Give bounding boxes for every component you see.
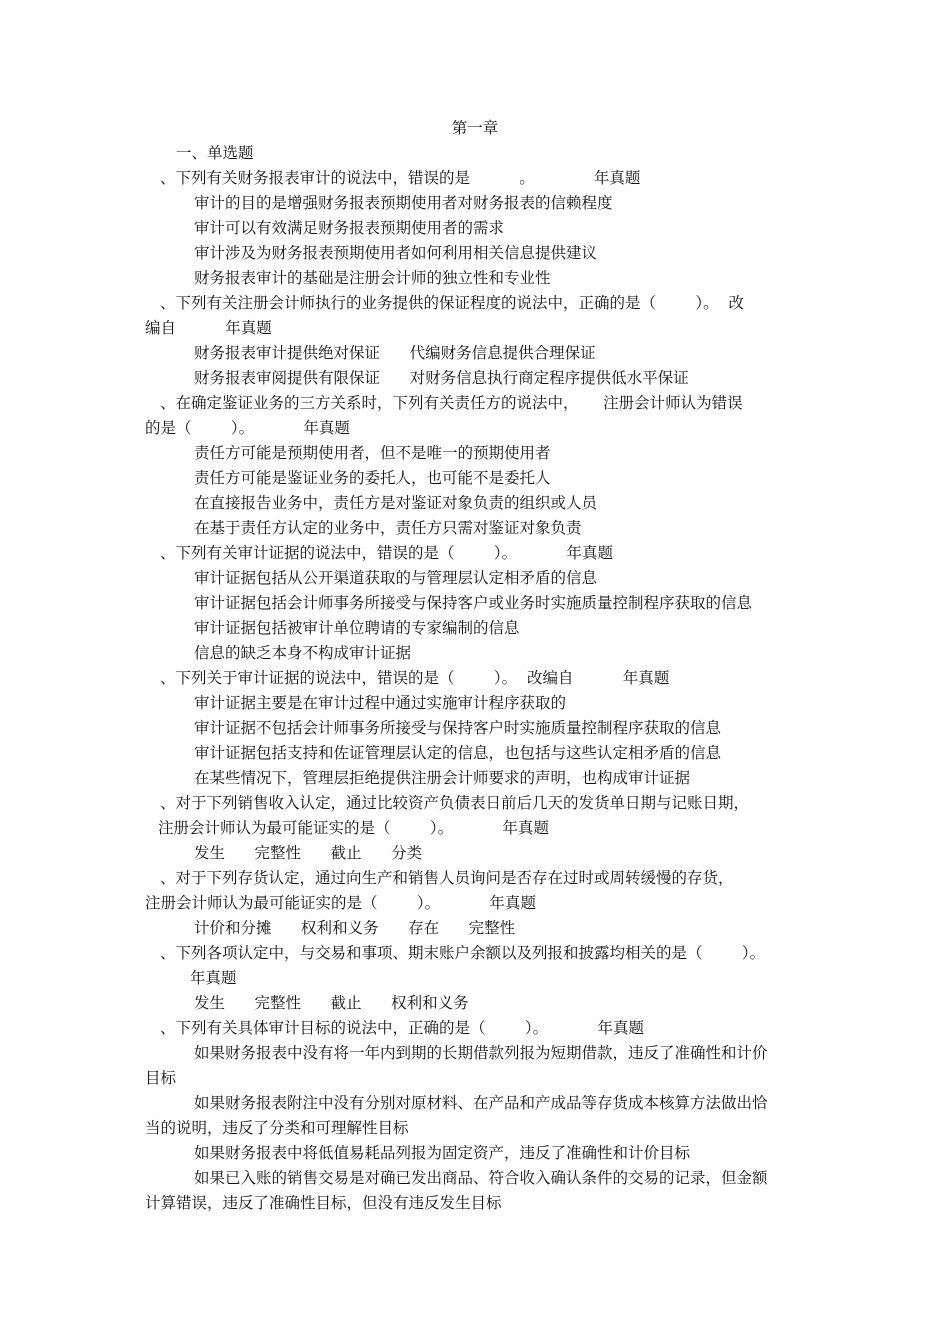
question-2-stem-line-2: 编自 年真题 (145, 319, 272, 337)
question-4-stem: 、下列有关审计证据的说法中，错误的是（ ）。 年真题 (160, 544, 613, 562)
question-8-stem-line-2: 年真题 (190, 969, 237, 987)
question-8-options: 发生 完整性 截止 权利和义务 (194, 994, 469, 1012)
question-2-options-cd: 财务报表审阅提供有限保证 对财务信息执行商定程序提供低水平保证 (194, 369, 689, 387)
question-9-option-d-line-1: 如果已入账的销售交易是对确已发出商品、符合收入确认条件的交易的记录，但金额 (194, 1169, 768, 1187)
question-1-option-c: 审计涉及为财务报表预期使用者如何利用相关信息提供建议 (194, 244, 598, 262)
question-3-option-d: 在基于责任方认定的业务中，责任方只需对鉴证对象负责 (194, 519, 582, 537)
question-3-option-b: 责任方可能是鉴证业务的委托人，也可能不是委托人 (194, 469, 551, 487)
question-9-option-a-line-1: 如果财务报表中没有将一年内到期的长期借款列报为短期借款，违反了准确性和计价 (194, 1044, 768, 1062)
question-4-option-c: 审计证据包括被审计单位聘请的专家编制的信息 (194, 619, 520, 637)
question-9-option-b-line-2: 当的说明，违反了分类和可理解性目标 (145, 1119, 409, 1137)
question-3-option-a: 责任方可能是预期使用者，但不是唯一的预期使用者 (194, 444, 551, 462)
question-2-options-ab: 财务报表审计提供绝对保证 代编财务信息提供合理保证 (194, 344, 596, 362)
question-5-option-c: 审计证据包括支持和佐证管理层认定的信息，也包括与这些认定相矛盾的信息 (194, 744, 722, 762)
question-2-stem-line-1: 、下列有关注册会计师执行的业务提供的保证程度的说法中，正确的是（ ）。 改 (160, 294, 745, 312)
question-8-stem-line-1: 、下列各项认定中，与交易和事项、期末账户余额以及列报和披露均相关的是（ ）。 (160, 944, 766, 962)
question-1-option-d: 财务报表审计的基础是注册会计师的独立性和专业性 (194, 269, 551, 287)
chapter-heading: 第一章 (451, 119, 499, 137)
section-label: 一、单选题 (176, 144, 254, 162)
question-7-stem-line-2: 注册会计师认为最可能证实的是（ ）。 年真题 (145, 894, 536, 912)
question-9-option-d-line-2: 计算错误，违反了准确性目标，但没有违反发生目标 (145, 1194, 502, 1212)
question-7-stem-line-1: 、对于下列存货认定，通过向生产和销售人员询问是否存在过时或周转缓慢的存货， (160, 869, 734, 887)
question-6-stem-line-1: 、对于下列销售收入认定，通过比较资产负债表日前后几天的发货单日期与记账日期， (160, 794, 750, 812)
question-1-option-b: 审计可以有效满足财务报表预期使用者的需求 (194, 219, 505, 237)
question-3-stem-line-1: 、在确定鉴证业务的三方关系时，下列有关责任方的说法中， 注册会计师认为错误 (160, 394, 743, 412)
question-4-option-a: 审计证据包括从公开渠道获取的与管理层认定相矛盾的信息 (194, 569, 598, 587)
question-3-option-c: 在直接报告业务中，责任方是对鉴证对象负责的组织或人员 (194, 494, 598, 512)
question-6-options: 发生 完整性 截止 分类 (194, 844, 423, 862)
question-9-stem: 、下列有关具体审计目标的说法中，正确的是（ ）。 年真题 (160, 1019, 644, 1037)
question-9-option-b-line-1: 如果财务报表附注中没有分别对原材料、在产品和产成品等存货成本核算方法做出恰 (194, 1094, 768, 1112)
question-5-option-b: 审计证据不包括会计师事务所接受与保持客户时实施质量控制程序获取的信息 (194, 719, 722, 737)
question-5-option-d: 在某些情况下，管理层拒绝提供注册会计师要求的声明，也构成审计证据 (194, 769, 691, 787)
question-5-stem: 、下列关于审计证据的说法中，错误的是（ ）。 改编自 年真题 (160, 669, 670, 687)
question-9-option-a-line-2: 目标 (145, 1069, 177, 1087)
question-4-option-d: 信息的缺乏本身不构成审计证据 (194, 644, 412, 662)
question-7-options: 计价和分摊 权利和义务 存在 完整性 (194, 919, 516, 937)
question-6-stem-line-2: 注册会计师认为最可能证实的是（ ）。 年真题 (158, 819, 549, 837)
question-4-option-b: 审计证据包括会计师事务所接受与保持客户或业务时实施质量控制程序获取的信息 (194, 594, 753, 612)
question-1-option-a: 审计的目的是增强财务报表预期使用者对财务报表的信赖程度 (194, 194, 613, 212)
question-1-stem: 、下列有关财务报表审计的说法中，错误的是 。 年真题 (160, 169, 641, 187)
question-3-stem-line-2: 的是（ ）。 年真题 (145, 419, 350, 437)
question-9-option-c: 如果财务报表中将低值易耗品列报为固定资产，违反了准确性和计价目标 (194, 1144, 691, 1162)
question-5-option-a: 审计证据主要是在审计过程中通过实施审计程序获取的 (194, 694, 567, 712)
